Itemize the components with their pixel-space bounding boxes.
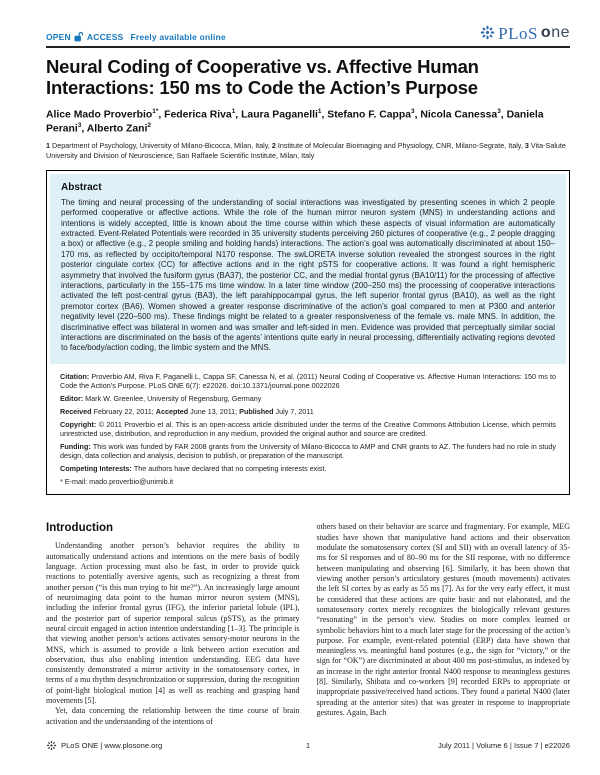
meta-rows <box>47 364 569 495</box>
meta-row: Citation: Proverbio AM, Riva F, Paganelli L, Cappa SF, Canessa N, et al. (2011) Neural Coding of Cooperative vs. Affective Human Interactions: 150 ms to Code the Action’s Purpose. PLoS ONE 6(7): e22026. doi:10.1371/journal.pone.0022026 <box>60 371 556 390</box>
article-title: Neural Coding of Cooperative vs. Affective Human Interactions: 150 ms to Code the Action’s Purpose <box>46 56 479 98</box>
one-wordmark-ne: ne <box>551 24 570 41</box>
plos-sunburst-icon <box>480 25 495 40</box>
meta-row: Competing Interests: The authors have declared that no competing interests exist. <box>60 464 327 474</box>
intro-paragraph: Understanding another person’s behavior requires the ability to automatically understand actions and intentions on the mere basis of bodily language. Action processing must also be fast, in order to provide quick reactions to potentially aversive agents, such as recognizing a threat from another person (“is this man trying to hit me?”). An increasingly large amount of neuroimaging data point to the human mirror neuron system (MNS), including the inferior frontal gyrus (IFG), the inferior parietal lobule (IPL), and the posterior part of superior temporal sulcus (pSTS), as the primary neural circuit engaged in action intention understanding [1–3]. The principle is that viewing another person’s actions activates sensory-motor neurons in the MNS, which is assumed to provide a link between action execution and observation, thus also enabling intention understanding. EEG data have consistently demonstrated a mirror activity in the somatosensory cortex, in terms of a mu rhythm desynchronization or suppression, during the recognition of point-light biological motion [4] as well as reaching and grasping hand movements [5]. <box>46 541 300 706</box>
open-access-access-label: ACCESS <box>86 31 124 42</box>
left-column <box>46 522 300 727</box>
affiliations: 1 Department of Psychology, University of Milano-Bicocca, Milan, Italy, 2 Institute of Molecular Bioimaging and Physiology, CNR, Milano-Segrate, Italy, 3 Vita-Salute University and Division of Neuroscience, San Raffaele Scientific Institute, Milan, Italy <box>46 140 566 160</box>
footer-journal <box>46 740 288 751</box>
freely-available-label: Freely available online <box>130 31 226 42</box>
footer-page-number: 1 <box>305 741 311 750</box>
one-wordmark <box>541 25 570 41</box>
right-column <box>317 522 571 727</box>
footer-journal-label: PLoS ONE | www.plosone.org <box>61 741 163 750</box>
intro-paragraph: others based on their behavior are scarce and fragmentary. For example, MEG studies have shown that manipulative hand actions and their observation modulate the somatosensory cortex (SI and SII) with an overall latency of 35-ms for SI responses and of 80–90 ms for the SII response, with no difference between manipulating and observing [6]. Similarly, it has been shown that viewing another person’s articulatory gestures (mouth movements) activates the left SI cortex by as early as 55 ms [7]. As for the very early effect, it must be considered that these actions are quite basic and not elaborated, and the somatosensory cortex merely recognizes the biologically relevant gestures “resonating” in the person’s view. Studies on more complex learned or symbolic behaviors hint to a much later stage for the processing of the action’s purpose. For example, event-related potential (ERP) data have shown that meaningless vs. meaningful hand postures (e.g., the sign for “victory,” or the sign for “OK”) are discriminated at about 400 ms post-stimulus, as indexed by an increase in the right anterior frontal N400 response to meaningless gestures [8]. Similarly, Shibata and co-workers [9] recorded ERPs to appropriate or inappropriate passive/received hand actions. They found a parietal N400 (later spreading at the anterior sites) that was greater in response to inappropriate gestures. Again, Bach <box>316 522 570 718</box>
open-access-open-label: OPEN <box>46 31 71 42</box>
meta-row: * E-mail: mado.proverbio@unimib.it <box>60 477 174 487</box>
one-wordmark-o: o <box>540 24 552 41</box>
meta-row: Editor: Mark W. Greenlee, University of Regensburg, Germany <box>60 393 262 403</box>
plos-wordmark: PLoS <box>498 24 538 43</box>
meta-row: Copyright: © 2011 Proverbio et al. This is an open-access article distributed under the terms of the Creative Commons Attribution License, which permits unrestricted use, distribution, and reproduction in any medium, provided the original author and source are credited. <box>60 420 556 439</box>
abstract-panel <box>50 174 566 364</box>
header-rule <box>46 46 570 48</box>
meta-row: Received February 22, 2011; Accepted June 13, 2011; Published July 7, 2011 <box>60 406 314 416</box>
authors-line: Alice Mado Proverbio$^{1*}$, Federica Riva$^1$, Laura Paganelli$^1$, Stefano F. Cappa$^3$, Nicola Canessa$^3$, Daniela Perani$^3$, Alberto Zani$^2$ <box>46 107 544 135</box>
meta-row: Funding: This work was funded by FAR 2008 grants from the University of Milano-Bicocca to AMP and CNR grants to AZ. The funders had no role in study design, data collection and analysis, decision to publish, or preparation of the manuscript. <box>60 442 557 461</box>
abstract-heading: Abstract <box>61 181 102 193</box>
page-header <box>46 25 570 42</box>
intro-paragraph: Yet, data concerning the relationship between the time course of brain activation and the understanding of the intentions of <box>46 706 300 726</box>
abstract-text: The timing and neural processing of the understanding of social interactions was investigated by presenting scenes in which 2 people performed cooperative or affective actions. While the role of the human mirror neuron system (MNS) in understanding actions and intentions is widely accepted, little is known about the time course within which these aspects of visual information are automatically extracted. Event-Related Potentials were recorded in 35 university students perceiving 260 pictures of cooperative (e.g., 2 people dragging a box) or affective (e.g., 2 people smiling and holding hands) interactions. The action’s goal was automatically discriminated at about 150–170 ms, as reflected by occipito/temporal N170 response. The swLORETA inverse solution revealed the strongest sources in the right posterior cingulate cortex (CC) for affective actions and in the right pSTS for cooperative actions. It was found a right hemispheric asymmetry that involved the fusiform gyrus (BA37), the posterior CC, and the medial frontal gyrus (BA10/11) for the processing of affective interactions, particularly in the 155–175 ms time window. In a later time window (200–250 ms) the processing of cooperative interactions activated the left post-central gyrus (BA3), the left parahippocampal gyrus, the left superior frontal gyrus (BA10), as well as the right premotor cortex (BA6). Women showed a greater response discriminative of the action’s goal compared to men at P300 and anterior negativity level (220–500 ms). These findings might be related to a greater responsiveness of the female vs. male MNS. In addition, the discriminative effect was bilateral in women and was smaller and left-sided in men. Evidence was provided that perceptually similar social interactions are discriminated on the basis of the agents’ intentions quite early in neural processing, differentially activating regions devoted to face/body/action coding, the limbic system and the MNS. <box>61 197 555 353</box>
footer-issue-info: July 2011 | Volume 6 | Issue 7 | e22026 <box>437 741 570 750</box>
introduction-heading: Introduction <box>46 522 114 535</box>
plos-footer-icon <box>46 740 57 751</box>
page-footer <box>46 740 570 751</box>
open-lock-icon <box>74 31 84 42</box>
front-matter-box <box>46 170 570 495</box>
body-columns <box>46 522 570 727</box>
open-access-badge <box>46 31 226 42</box>
plos-one-logo <box>480 25 570 42</box>
